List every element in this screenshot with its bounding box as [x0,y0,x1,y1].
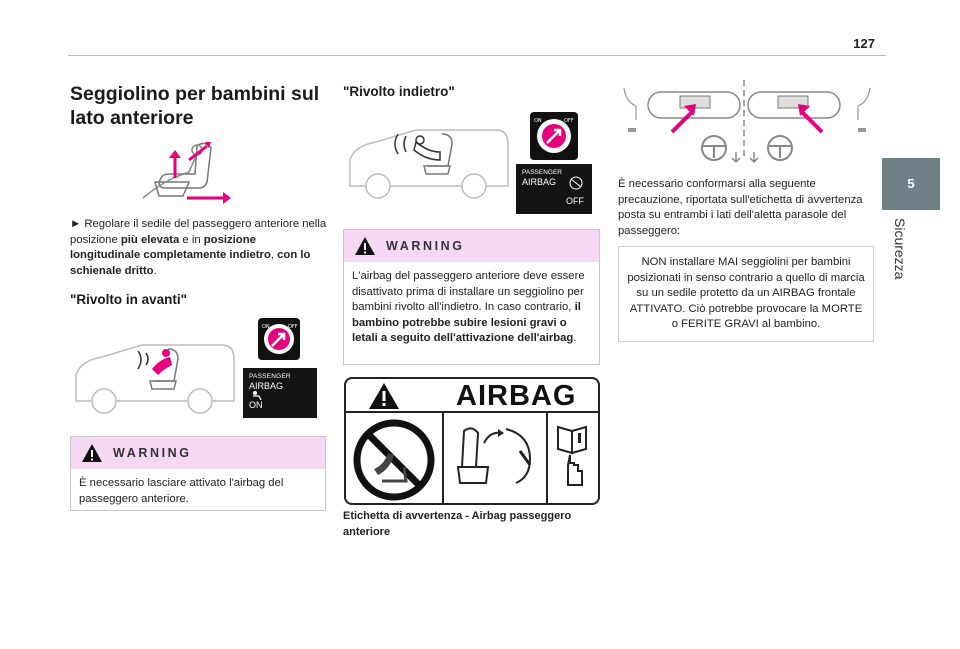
sun-visor-label-illustration [618,80,876,170]
airbag-word: AIRBAG [456,380,577,412]
column-1 [70,82,328,130]
label-divider [442,413,444,505]
instr-part: , [270,249,278,262]
label-on-line3: ON [249,400,263,410]
airbag-deploy-seat-icon [450,423,540,495]
instruction-text [70,217,328,279]
passenger-airbag-off-label [516,164,592,214]
warning-body [71,469,325,515]
label-off-line3: OFF [566,196,584,206]
precaution-text-wrap [618,177,876,239]
read-manual-icon [554,421,594,497]
header-divider [68,55,886,56]
warning-body [344,262,599,355]
label-divider [546,413,548,505]
page-number: 127 [853,36,875,51]
title-line-2: lato anteriore [70,107,194,129]
front-facing-heading-wrap [70,292,328,307]
label-off-line1: PASSENGER [522,169,562,176]
warning-triangle-icon [81,443,103,463]
label-on-line2: AIRBAG [249,381,284,391]
airbag-warning-label [344,377,600,505]
seat-person-icon [251,390,265,400]
car-rear-facing-illustration [346,120,512,200]
crossed-seat-icon [568,176,584,190]
instr-bold: posizione longitudinale completamente indietro [70,233,271,262]
chapter-tab[interactable]: 5 [882,158,940,210]
warning-title: WARNING [386,239,465,253]
svg-text:ON: ON [534,118,542,124]
warning-bold: il bambino potrebbe subire lesioni gravi o letali a seguito dell'attivazione dell'airbag [352,301,581,345]
front-facing-heading: "Rivolto in avanti" [70,292,188,307]
passenger-airbag-on-label [243,368,317,418]
warning-text: È necessario lasciare attivato l'airbag del passeggero anteriore. [79,477,284,505]
warning-triangle-icon [354,236,376,256]
warning-part: L'airbag del passeggero anteriore deve essere disattivato prima di installare un seggiolino per bambini rivolto all'indietro. In caso contrario, [352,270,585,314]
rear-facing-heading: "Rivolto indietro" [343,84,455,99]
label-on-line1: PASSENGER [249,373,291,380]
instruction-block [70,217,328,279]
no-rear-facing-seat-icon [352,419,436,501]
svg-text:OFF: OFF [288,324,298,330]
chapter-label: Sicurezza [892,218,908,280]
warning-header [71,437,325,469]
title-line-1: Seggiolino per bambini sul [70,83,320,105]
svg-text:ON: ON [262,324,270,330]
warning-box-front [70,436,326,511]
label-caption-wrap [343,509,600,540]
bullet-arrow: ► [70,218,85,230]
instr-part: e in [179,233,204,246]
chapter-label-wrap [888,218,908,308]
car-front-facing-illustration [72,335,238,415]
label-off-line2: AIRBAG [522,177,557,187]
svg-text:OFF: OFF [564,118,574,124]
instr-bold: più elevata [120,233,180,246]
label-caption: Etichetta di avvertenza - Airbag passeggero anteriore [343,510,572,538]
warning-header [344,230,599,262]
instr-bold: con lo schienale dritto [70,249,311,277]
warning-triangle-icon [368,382,400,410]
page-title [70,82,328,130]
precaution-text: È necessario conformarsi alla seguente precauzione, riportata sull'etichetta di avvertenza posta su entrambi i lati dell'aletta parasole del passeggero: [618,178,863,237]
rear-facing-heading-wrap [343,84,543,99]
warning-part: . [573,332,577,345]
warning-text [352,269,591,347]
airbag-switch-off-icon [530,112,578,160]
precaution-notice: NON installare MAI seggiolini per bambini posizionati in senso contrario a quello di marcia su un sedile protetto da un AIRBAG frontale ATTIVATO. Ciò potrebbe provocare la MORTE o FERITE GRAVI al bambino. [618,246,874,342]
instr-part: . [153,264,157,277]
airbag-switch-on-icon [258,318,300,360]
warning-box-rear [343,229,600,365]
seat-adjust-illustration [135,138,245,210]
instr-part: Regolare il sedile del passeggero anteriore nella posizione [70,218,327,246]
warning-title: WARNING [113,446,192,460]
airbag-label-header [346,379,598,413]
